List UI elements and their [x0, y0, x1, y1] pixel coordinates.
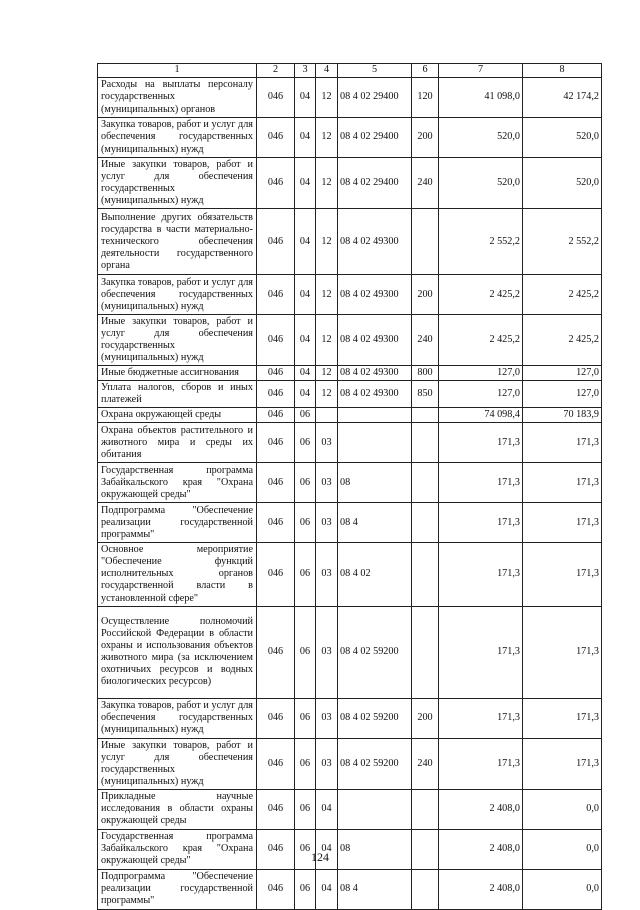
target-article-code [338, 408, 412, 423]
expense-type-code [412, 869, 439, 909]
subsection-code: 12 [316, 209, 338, 275]
row-description: Иные бюджетные ассигнования [98, 366, 257, 381]
admin-code: 046 [257, 503, 295, 543]
table-row [98, 209, 602, 275]
expense-type-code: 200 [412, 698, 439, 738]
budget-table [97, 63, 602, 910]
subsection-code: 12 [316, 275, 338, 315]
admin-code: 046 [257, 698, 295, 738]
expense-type-code: 240 [412, 315, 439, 366]
target-article-code: 08 4 02 [338, 543, 412, 606]
header-cell: 5 [338, 64, 412, 78]
amount-year-1: 171,3 [439, 463, 523, 503]
target-article-code: 08 4 02 59200 [338, 698, 412, 738]
target-article-code: 08 4 [338, 503, 412, 543]
table-row [98, 158, 602, 209]
target-article-code: 08 4 02 29400 [338, 118, 412, 158]
admin-code: 046 [257, 869, 295, 909]
expense-type-code: 200 [412, 275, 439, 315]
amount-year-2: 0,0 [523, 789, 602, 829]
subsection-code: 03 [316, 503, 338, 543]
row-description: Подпрограмма "Обеспечение реализации государственной программы" [98, 869, 257, 909]
amount-year-2: 171,3 [523, 423, 602, 463]
amount-year-1: 2 425,2 [439, 275, 523, 315]
amount-year-1: 171,3 [439, 738, 523, 789]
row-description: Осуществление полномочий Российской Федерации в области охраны и использования объектов животного мира (за исключением охотничьих ресурсов и водных биологических ресурсов) [98, 606, 257, 698]
subsection-code: 03 [316, 738, 338, 789]
subsection-code: 12 [316, 118, 338, 158]
row-description: Иные закупки товаров, работ и услуг для обеспечения государственных (муниципальных) нужд [98, 315, 257, 366]
amount-year-1: 127,0 [439, 381, 523, 408]
subsection-code: 04 [316, 789, 338, 829]
target-article-code [338, 423, 412, 463]
header-cell: 2 [257, 64, 295, 78]
expense-type-code: 240 [412, 738, 439, 789]
subsection-code: 04 [316, 869, 338, 909]
table-row [98, 423, 602, 463]
admin-code: 046 [257, 423, 295, 463]
admin-code: 046 [257, 606, 295, 698]
row-description: Основное мероприятие "Обеспечение функций исполнительных органов государственной власти в установленной сфере" [98, 543, 257, 606]
row-description: Охрана окружающей среды [98, 408, 257, 423]
section-code: 06 [295, 869, 316, 909]
header-cell: 7 [439, 64, 523, 78]
amount-year-2: 171,3 [523, 738, 602, 789]
admin-code: 046 [257, 209, 295, 275]
table-body [98, 78, 602, 910]
table-row [98, 118, 602, 158]
target-article-code: 08 4 02 49300 [338, 366, 412, 381]
row-description: Закупка товаров, работ и услуг для обеспечения государственных (муниципальных) нужд [98, 275, 257, 315]
row-description: Иные закупки товаров, работ и услуг для обеспечения государственных (муниципальных) нужд [98, 738, 257, 789]
amount-year-1: 127,0 [439, 366, 523, 381]
section-code: 04 [295, 315, 316, 366]
section-code: 06 [295, 829, 316, 869]
table-row [98, 408, 602, 423]
admin-code: 046 [257, 315, 295, 366]
row-description: Уплата налогов, сборов и иных платежей [98, 381, 257, 408]
amount-year-1: 520,0 [439, 118, 523, 158]
section-code: 06 [295, 738, 316, 789]
row-description: Государственная программа Забайкальского края "Охрана окружающей среды" [98, 463, 257, 503]
admin-code: 046 [257, 789, 295, 829]
subsection-code: 12 [316, 78, 338, 118]
table-row [98, 503, 602, 543]
target-article-code: 08 4 02 49300 [338, 381, 412, 408]
section-code: 06 [295, 698, 316, 738]
amount-year-2: 2 425,2 [523, 315, 602, 366]
admin-code: 046 [257, 275, 295, 315]
admin-code: 046 [257, 463, 295, 503]
amount-year-1: 171,3 [439, 543, 523, 606]
expense-type-code: 850 [412, 381, 439, 408]
amount-year-2: 171,3 [523, 698, 602, 738]
amount-year-2: 520,0 [523, 118, 602, 158]
section-code: 06 [295, 408, 316, 423]
expense-type-code [412, 606, 439, 698]
amount-year-1: 2 408,0 [439, 829, 523, 869]
row-description: Охрана объектов растительного и животного мира и среды их обитания [98, 423, 257, 463]
admin-code: 046 [257, 158, 295, 209]
table-row [98, 78, 602, 118]
expense-type-code [412, 789, 439, 829]
header-cell: 1 [98, 64, 257, 78]
amount-year-2: 0,0 [523, 829, 602, 869]
target-article-code: 08 4 02 49300 [338, 275, 412, 315]
row-description: Государственная программа Забайкальского края "Охрана окружающей среды" [98, 829, 257, 869]
table-row [98, 381, 602, 408]
target-article-code: 08 4 02 49300 [338, 209, 412, 275]
subsection-code: 03 [316, 606, 338, 698]
section-code: 04 [295, 118, 316, 158]
target-article-code: 08 [338, 829, 412, 869]
section-code: 06 [295, 606, 316, 698]
amount-year-2: 70 183,9 [523, 408, 602, 423]
amount-year-2: 171,3 [523, 543, 602, 606]
admin-code: 046 [257, 408, 295, 423]
admin-code: 046 [257, 829, 295, 869]
amount-year-1: 171,3 [439, 503, 523, 543]
subsection-code: 03 [316, 698, 338, 738]
amount-year-1: 2 408,0 [439, 789, 523, 829]
admin-code: 046 [257, 543, 295, 606]
table-row [98, 366, 602, 381]
subsection-code: 03 [316, 463, 338, 503]
subsection-code: 12 [316, 381, 338, 408]
amount-year-1: 2 425,2 [439, 315, 523, 366]
amount-year-1: 171,3 [439, 423, 523, 463]
row-description: Иные закупки товаров, работ и услуг для обеспечения государственных (муниципальных) нужд [98, 158, 257, 209]
header-cell: 3 [295, 64, 316, 78]
section-code: 04 [295, 275, 316, 315]
expense-type-code [412, 423, 439, 463]
table-row [98, 463, 602, 503]
amount-year-2: 0,0 [523, 869, 602, 909]
amount-year-2: 127,0 [523, 366, 602, 381]
admin-code: 046 [257, 366, 295, 381]
subsection-code: 03 [316, 543, 338, 606]
amount-year-2: 2 425,2 [523, 275, 602, 315]
target-article-code: 08 4 02 59200 [338, 738, 412, 789]
target-article-code: 08 [338, 463, 412, 503]
subsection-code: 03 [316, 423, 338, 463]
subsection-code [316, 408, 338, 423]
header-cell: 4 [316, 64, 338, 78]
admin-code: 046 [257, 78, 295, 118]
expense-type-code [412, 503, 439, 543]
expense-type-code: 120 [412, 78, 439, 118]
table-row [98, 738, 602, 789]
table-row [98, 315, 602, 366]
table-row [98, 606, 602, 698]
section-code: 06 [295, 423, 316, 463]
section-code: 04 [295, 381, 316, 408]
amount-year-1: 171,3 [439, 606, 523, 698]
expense-type-code: 800 [412, 366, 439, 381]
expense-type-code [412, 408, 439, 423]
amount-year-2: 171,3 [523, 606, 602, 698]
admin-code: 046 [257, 118, 295, 158]
row-description: Закупка товаров, работ и услуг для обеспечения государственных (муниципальных) нужд [98, 698, 257, 738]
table-row [98, 698, 602, 738]
expense-type-code [412, 543, 439, 606]
subsection-code: 04 [316, 829, 338, 869]
row-description: Расходы на выплаты персоналу государственных (муниципальных) органов [98, 78, 257, 118]
amount-year-2: 42 174,2 [523, 78, 602, 118]
section-code: 04 [295, 209, 316, 275]
expense-type-code: 200 [412, 118, 439, 158]
amount-year-1: 2 408,0 [439, 869, 523, 909]
row-description: Закупка товаров, работ и услуг для обеспечения государственных (муниципальных) нужд [98, 118, 257, 158]
table-row [98, 869, 602, 909]
section-code: 04 [295, 78, 316, 118]
amount-year-2: 2 552,2 [523, 209, 602, 275]
table-row [98, 789, 602, 829]
header-row [98, 64, 602, 78]
amount-year-1: 41 098,0 [439, 78, 523, 118]
table-row [98, 543, 602, 606]
page-number: 124 [311, 850, 329, 864]
subsection-code: 12 [316, 158, 338, 209]
section-code: 06 [295, 543, 316, 606]
target-article-code: 08 4 02 29400 [338, 158, 412, 209]
section-code: 06 [295, 463, 316, 503]
section-code: 04 [295, 366, 316, 381]
expense-type-code [412, 463, 439, 503]
target-article-code: 08 4 02 29400 [338, 78, 412, 118]
section-code: 06 [295, 503, 316, 543]
section-code: 06 [295, 789, 316, 829]
expense-type-code: 240 [412, 158, 439, 209]
target-article-code: 08 4 02 49300 [338, 315, 412, 366]
subsection-code: 12 [316, 366, 338, 381]
amount-year-2: 127,0 [523, 381, 602, 408]
amount-year-1: 2 552,2 [439, 209, 523, 275]
amount-year-1: 171,3 [439, 698, 523, 738]
row-description: Выполнение других обязательств государства в части материально-технического обеспечения деятельности государственного органа [98, 209, 257, 275]
amount-year-1: 74 098,4 [439, 408, 523, 423]
section-code: 04 [295, 158, 316, 209]
header-cell: 6 [412, 64, 439, 78]
expense-type-code [412, 209, 439, 275]
row-description: Подпрограмма "Обеспечение реализации государственной программы" [98, 503, 257, 543]
subsection-code: 12 [316, 315, 338, 366]
amount-year-2: 520,0 [523, 158, 602, 209]
admin-code: 046 [257, 381, 295, 408]
row-description: Прикладные научные исследования в области охраны окружающей среды [98, 789, 257, 829]
target-article-code: 08 4 [338, 869, 412, 909]
target-article-code [338, 789, 412, 829]
header-cell: 8 [523, 64, 602, 78]
amount-year-1: 520,0 [439, 158, 523, 209]
admin-code: 046 [257, 738, 295, 789]
target-article-code: 08 4 02 59200 [338, 606, 412, 698]
amount-year-2: 171,3 [523, 463, 602, 503]
amount-year-2: 171,3 [523, 503, 602, 543]
table-row [98, 275, 602, 315]
